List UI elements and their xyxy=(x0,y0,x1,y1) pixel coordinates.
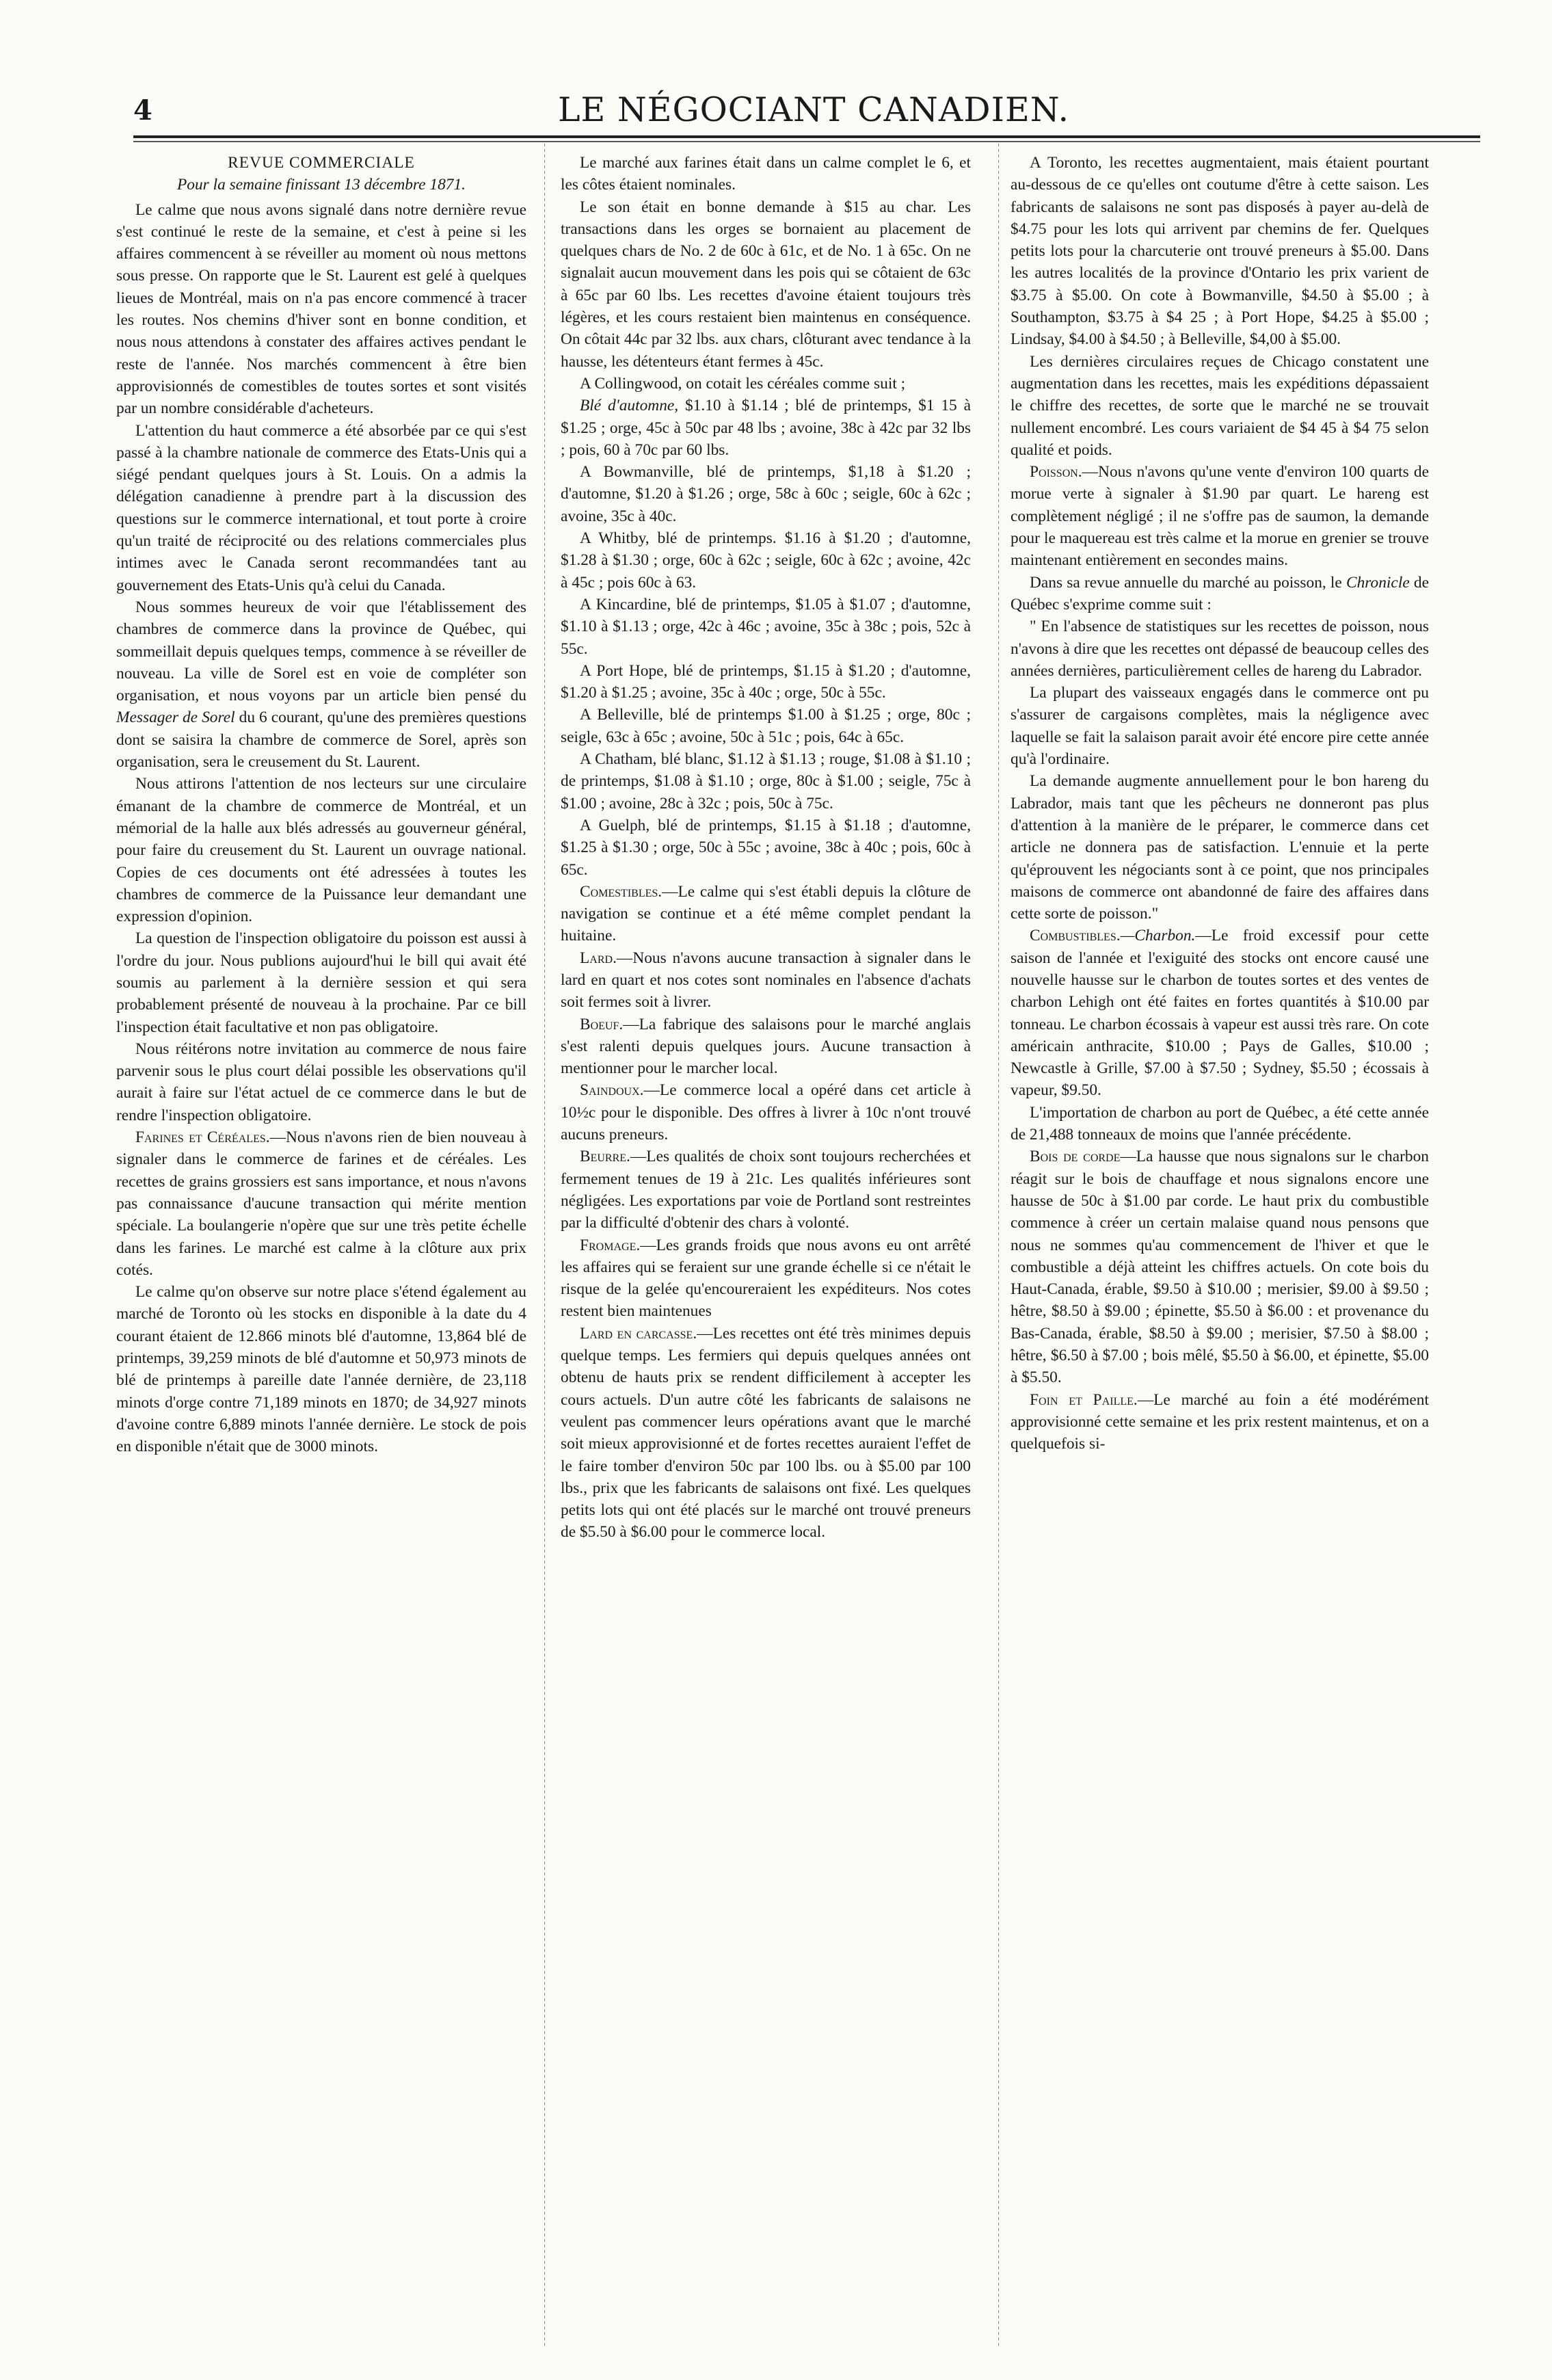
paragraph: Poisson.—Nous n'avons qu'une vente d'environ 100 quarts de morue verte à signaler à $1.90 par quart. Le hareng est complètement négligé ; il ne s'offre pas de saumon, la demande pour le maquereau est très calme et la morue en grenier se trouve maintenant entièrement en secondes mains. xyxy=(1011,463,1429,570)
header-rule xyxy=(133,135,1480,138)
rubric-label: Lard. xyxy=(580,949,617,967)
rubric-label: Comestibles. xyxy=(580,882,663,901)
column-1 xyxy=(116,152,526,1458)
rubric-label: Boeuf. xyxy=(580,1015,624,1033)
paragraph: A Bowmanville, blé de printemps, $1,18 à $1.20 ; d'automne, $1.20 à $1.26 ; orge, 58c à 60c ; seigle, 60c à 62c ; avoine, 35c à 40c. xyxy=(561,463,971,525)
rubric-label: Combustibles. xyxy=(1030,927,1121,945)
paragraph: A Chatham, blé blanc, $1.12 à $1.13 ; rouge, $1.08 à $1.10 ; de printemps, $1.08 à $1.10 ; orge, 80c à $1.00 ; seigle, 75c à $1.00 ; avoine, 28c à 32c ; pois, 50c à 75c. xyxy=(561,750,971,812)
newspaper-masthead: LE NÉGOCIANT CANADIEN. xyxy=(557,90,1070,129)
rubric-label: Farines et Céréales. xyxy=(135,1128,270,1147)
paragraph: A Port Hope, blé de printemps, $1.15 à $1.20 ; d'automne, $1.20 à $1.25 ; avoine, 35c à 40c ; orge, 50c à 55c. xyxy=(561,661,971,702)
column-divider xyxy=(998,144,999,2346)
paragraph: A Toronto, les recettes augmentaient, mais étaient pourtant au-dessous de ce qu'elles ont coutume d'être à cette saison. Les fabricants de salaisons ne sont pas disposés à payer au-delà de $4.75 pour les lots qui arrivent par chemins de fer. Quelques petits lots pour la charcuterie ont trouvé preneurs à $5.00. Dans les autres localités de la province d'Ontario les prix varient de $3.75 à $5.00. On cote à Bowmanville, $4.50 à $5.00 ; à Southampton, $3.75 à $4 25 ; à Port Hope, $4.25 à $5.00 ; Lindsay, $4.00 à $4.50 ; à Belleville, $4,00 à $5.00. xyxy=(1011,154,1429,349)
rubric-label: Lard en carcasse. xyxy=(580,1324,697,1343)
paragraph: A Guelph, blé de printemps, $1.15 à $1.18 ; d'automne, $1.25 à $1.30 ; orge, 50c à 55c ; avoine, 38c à 40c ; pois, 60c à 65c. xyxy=(561,816,971,879)
paragraph: Lard.—Nous n'avons aucune transaction à signaler dans le lard en quart et nos cotes sont nominales en l'absence d'achats soit fermes soit à livrer. xyxy=(561,949,971,1012)
paragraph: Nous attirons l'attention de nos lecteurs sur une circulaire émanant de la chambre de commerce de Montréal, et un mémorial de la halle aux blés adressés au gouverneur général, pour faire du creusement du St. Laurent un ouvrage national. Copies de ces documents ont été adressées à toutes les chambres de commerce de la Puissance leur demandant une expression d'opinion. xyxy=(116,775,526,926)
rubric-label: Poisson. xyxy=(1030,463,1082,481)
header-rule-thin xyxy=(133,141,1480,142)
column-2 xyxy=(561,152,971,1544)
paragraph: La question de l'inspection obligatoire du poisson est aussi à l'ordre du jour. Nous publions aujourd'hui le bill qui avait été soumis au parlement à la dernière session et qui sera probablement présenté de nouveau à la prochaine. Par ce bill l'inspection était facultative et non pas obligatoire. xyxy=(116,929,526,1036)
column-divider xyxy=(544,144,545,2346)
publication-title: Messager de Sorel xyxy=(116,709,235,727)
quoted-paragraph: La plupart des vaisseaux engagés dans le commerce ont pu s'assurer de cargaisons complètes, mais la négligence avec laquelle se fait la salaison parait avoir été encore pire cette année qu'à l'ordinaire. xyxy=(1011,684,1429,769)
paragraph: A Collingwood, on cotait les céréales comme suit ; xyxy=(580,374,906,393)
paragraph: Le son était en bonne demande à $15 au char. Les transactions dans les orges se bornaient au placement de quelques chars de No. 2 de 60c à 61c, et de No. 1 à 65c. On ne signalait aucun mouvement dans les pois qui se côtaient de 63c à 65c par 60 lbs. Les recettes d'avoine étaient toujours très légères, et les cours restaient bien maintenus en conséquence. On côtait 44c par 32 lbs. aux chars, clôturant avec tendance à la hausse, les détenteurs étant fermes à 45c. xyxy=(561,198,971,371)
paragraph: Foin et Paille.—Le marché au foin a été modérément approvisionné cette semaine et les prix restent maintenus, et on a quelquefois si- xyxy=(1011,1390,1430,1453)
paragraph: Le marché aux farines était dans un calme complet le 6, et les côtes étaient nominales. xyxy=(561,154,971,194)
paragraph: Boeuf.—La fabrique des salaisons pour le marché anglais s'est ralenti depuis quelques jours. Aucune transaction à mentionner pour le marcher local. xyxy=(561,1015,971,1078)
rubric-label: Bois de corde xyxy=(1030,1148,1121,1166)
paragraph: A Whitby, blé de printemps. $1.16 à $1.20 ; d'automne, $1.28 à $1.30 ; orge, 60c à 62c ; seigle, 60c à 62c ; avoine, 42c à 45c ; pois 60c à 63. xyxy=(561,529,971,592)
paragraph: Combustibles.—Charbon.—Le froid excessif pour cette saison de l'année et l'exiguité des stocks ont encore causé une nouvelle hausse sur le charbon de toutes sortes et des ventes de charbon Lehigh ont été faites en fortes quantités à $10.00 par tonneau. Le charbon écossais à vapeur est aussi très rare. On cote américain anthracite, $10.00 ; Pays de Galles, $10.00 ; Newcastle à Grille, $7.00 à $7.50 ; Sydney, $5.50 ; écossais à vapeur, $9.50. xyxy=(1011,927,1429,1100)
paragraph: Nous sommes heureux de voir que l'établissement des chambres de commerce dans la province de Québec, qui sommeillait depuis quelques temps, commence à se réveiller de nouveau. La ville de Sorel est en voie de compléter son organisation, et nous voyons par un article bien pensé du Messager de Sorel du 6 courant, qu'une des premières questions dont se saisira la chambre de commerce de Sorel, après son organisation, sera le creusement du St. Laurent. xyxy=(116,598,526,771)
paragraph: Saindoux.—Le commerce local a opéré dans cet article à 10½c pour le disponible. Des offres à livrer à 10c n'ont trouvé aucuns preneurs. xyxy=(561,1081,971,1144)
page-header xyxy=(0,0,1552,137)
section-heading: REVUE COMMERCIALE xyxy=(228,154,415,172)
paragraph: Farines et Céréales.—Nous n'avons rien de bien nouveau à signaler dans le commerce de farines et de céréales. Les recettes de grains grossiers est sans importance, et nous n'avons pas connaissance d'aucune transaction qui mérite mention spéciale. La boulangerie n'opère que sur une très petite échelle dans les farines. Le marché est calme à la clôture aux prix cotés. xyxy=(116,1128,526,1279)
paragraph: L'importation de charbon au port de Québec, a été cette année de 21,488 tonneaux de moins que l'année précédente. xyxy=(1011,1103,1429,1144)
publication-title: Chronicle xyxy=(1346,573,1410,592)
rubric-label: Fromage. xyxy=(580,1236,641,1254)
paragraph: A Kincardine, blé de printemps, $1.05 à $1.07 ; d'automne, $1.10 à $1.13 ; orge, 42c à 46c ; avoine, 35c à 38c ; pois, 52c à 55c. xyxy=(561,595,971,658)
section-subheading: Pour la semaine finissant 13 décembre 1871. xyxy=(176,176,466,194)
paragraph: Dans sa revue annuelle du marché au poisson, le Chronicle de Québec s'exprime comme suit : xyxy=(1011,573,1429,613)
page-number: 4 xyxy=(133,94,152,127)
quoted-paragraph: " En l'absence de statistiques sur les recettes de poisson, nous n'avons à dire que les recettes ont dépassé de beaucoup celles des années dernières, particulièrement celles de hareng du Labrador. xyxy=(1011,618,1429,680)
rubric-label: Saindoux. xyxy=(580,1081,644,1100)
paragraph: Blé d'automne, $1.10 à $1.14 ; blé de printemps, $1 15 à $1.25 ; orge, 45c à 50c par 48 lbs ; avoine, 38c à 42c par 32 lbs ; pois, 60 à 70c par 60 lbs. xyxy=(561,397,971,459)
column-3 xyxy=(1011,152,1429,1455)
rubric-label: Foin et Paille. xyxy=(1030,1390,1138,1409)
paragraph: Lard en carcasse.—Les recettes ont été très minimes depuis quelque temps. Les fermiers qui depuis quelques années ont obtenu de hauts prix se rendent difficilement à accepter les cours actuels. D'un autre côté les fabricants de salaisons ne veulent pas commencer leurs opérations avant que le marché soit mieux approvisionné et de fortes recettes auraient l'effet de le faire tomber d'environ 50c par 100 lbs. ou à $5.00 par 100 lbs., prix que les fabricants de salaisons ont fixé. Les quelques petits lots qui ont été placés sur le marché ont trouvé preneurs de $5.50 à $6.00 pour le commerce local. xyxy=(561,1324,971,1542)
paragraph: Bois de corde—La hausse que nous signalons sur le charbon réagit sur le bois de chauffage et nous signalons encore une hausse de 50c à $1.00 par corde. Le haut prix du combustible commence à créer un certain malaise quand nous pensons que nous ne sommes qu'au commencement de l'hiver et que le combustible a déjà atteint les chiffres actuels. On cote bois du Haut-Canada, érable, $9.50 à $10.00 ; merisier, $9.00 à $9.50 ; hêtre, $8.50 à $9.00 ; épinette, $5.50 à $6.00 : et provenance du Bas-Canada, érable, $8.50 à $9.00 ; merisier, $7.50 à $8.00 ; hêtre, $6.50 à $7.00 ; bois mêlé, $5.50 à $6.00, et épinette, $5.00 à $5.50. xyxy=(1011,1148,1429,1387)
paragraph: L'attention du haut commerce a été absorbée par ce qui s'est passé à la chambre nationale de commerce des Etats-Unis qui a siégé pendant quelques jours à St. Louis. On a admis la délégation canadienne à prendre part à la discussion des questions sur le commerce international, et tout porte à croire qu'un traité de réciprocité ou des relations commerciales plus intimes avec le Canada seront recommandées tant au gouvernement des Etats-Unis qu'à celui du Canada. xyxy=(116,421,526,594)
paragraph: Fromage.—Les grands froids que nous avons eu ont arrêté les affaires qui se feraient sur une grande échelle si ce n'était le risque de la gelée qu'encoureraient les expéditeurs. Nos cotes restent bien maintenues xyxy=(561,1236,971,1321)
quoted-paragraph: La demande augmente annuellement pour le bon hareng du Labrador, mais tant que les pêcheurs ne donneront pas plus d'attention à la manière de le préparer, le commerce dans cet article ne donnera pas de satisfaction. L'ennuie et la perte qu'éprouvent les négociants sont à ce point, que nos principales maisons de commerce ont abandonné de faire des affaires dans cette sorte de poisson." xyxy=(1011,772,1429,923)
paragraph: Le calme que nous avons signalé dans notre dernière revue s'est continué le reste de la semaine, et c'est à peine si les affaires commencent à se réveiller au moment où nous mettons sous presse. On rapporte que le St. Laurent est gelé à quelques lieues de Montréal, mais on n'a pas encore commencé à tracer les routes. Nos chemins d'hiver sont en bonne condition, et nous nous attendons à constater des affaires actives pendant le reste de l'année. Nos marchés commencent à être bien approvisionnés de comestibles de toutes sortes et sont visités par un nombre considérable d'acheteurs. xyxy=(116,200,526,418)
paragraph: Les dernières circulaires reçues de Chicago constatent une augmentation dans les recettes, mais les expéditions dépassaient le chiffre des recettes, de sorte que le marché ne se trouvait nullement encombré. Les cours variaient de $4 45 à $4 75 selon qualité et poids. xyxy=(1011,352,1429,459)
paragraph: Beurre.—Les qualités de choix sont toujours recherchées et fermement tenues de 19 à 21c. Les qualités inférieures sont négligées. Les exportations par voie de Portland sont restreintes par la difficulté d'obtenir des chars à volonté. xyxy=(561,1148,971,1232)
paragraph: Comestibles.—Le calme qui s'est établi depuis la clôture de navigation se continue et a été même complet pendant la huitaine. xyxy=(561,882,971,945)
rubric-label: Beurre. xyxy=(580,1148,630,1166)
paragraph: Nous réitérons notre invitation au commerce de nous faire parvenir sous le plus court délai possible les observations qu'il aurait à faire sur l'état actuel de ce commerce dans le but de rendre l'inspection obligatoire. xyxy=(116,1040,526,1124)
paragraph: A Belleville, blé de printemps $1.00 à $1.25 ; orge, 80c ; seigle, 63c à 65c ; avoine, 50c à 51c ; pois, 64c à 65c. xyxy=(561,706,971,746)
paragraph: Le calme qu'on observe sur notre place s'étend également au marché de Toronto où les stocks en disponible à la date du 4 courant étaient de 12.866 minots blé d'automne, 13,864 blé de printemps, 39,259 minots de blé d'automne et 50,973 minots de blé de printemps à pareille date l'année dernière, de 23,118 minots d'orge contre 71,189 minots en 1870; de 34,927 minots d'avoine contre 6,889 minots l'année dernière. Le stock de pois en disponible n'était que de 3000 minots. xyxy=(116,1283,526,1456)
